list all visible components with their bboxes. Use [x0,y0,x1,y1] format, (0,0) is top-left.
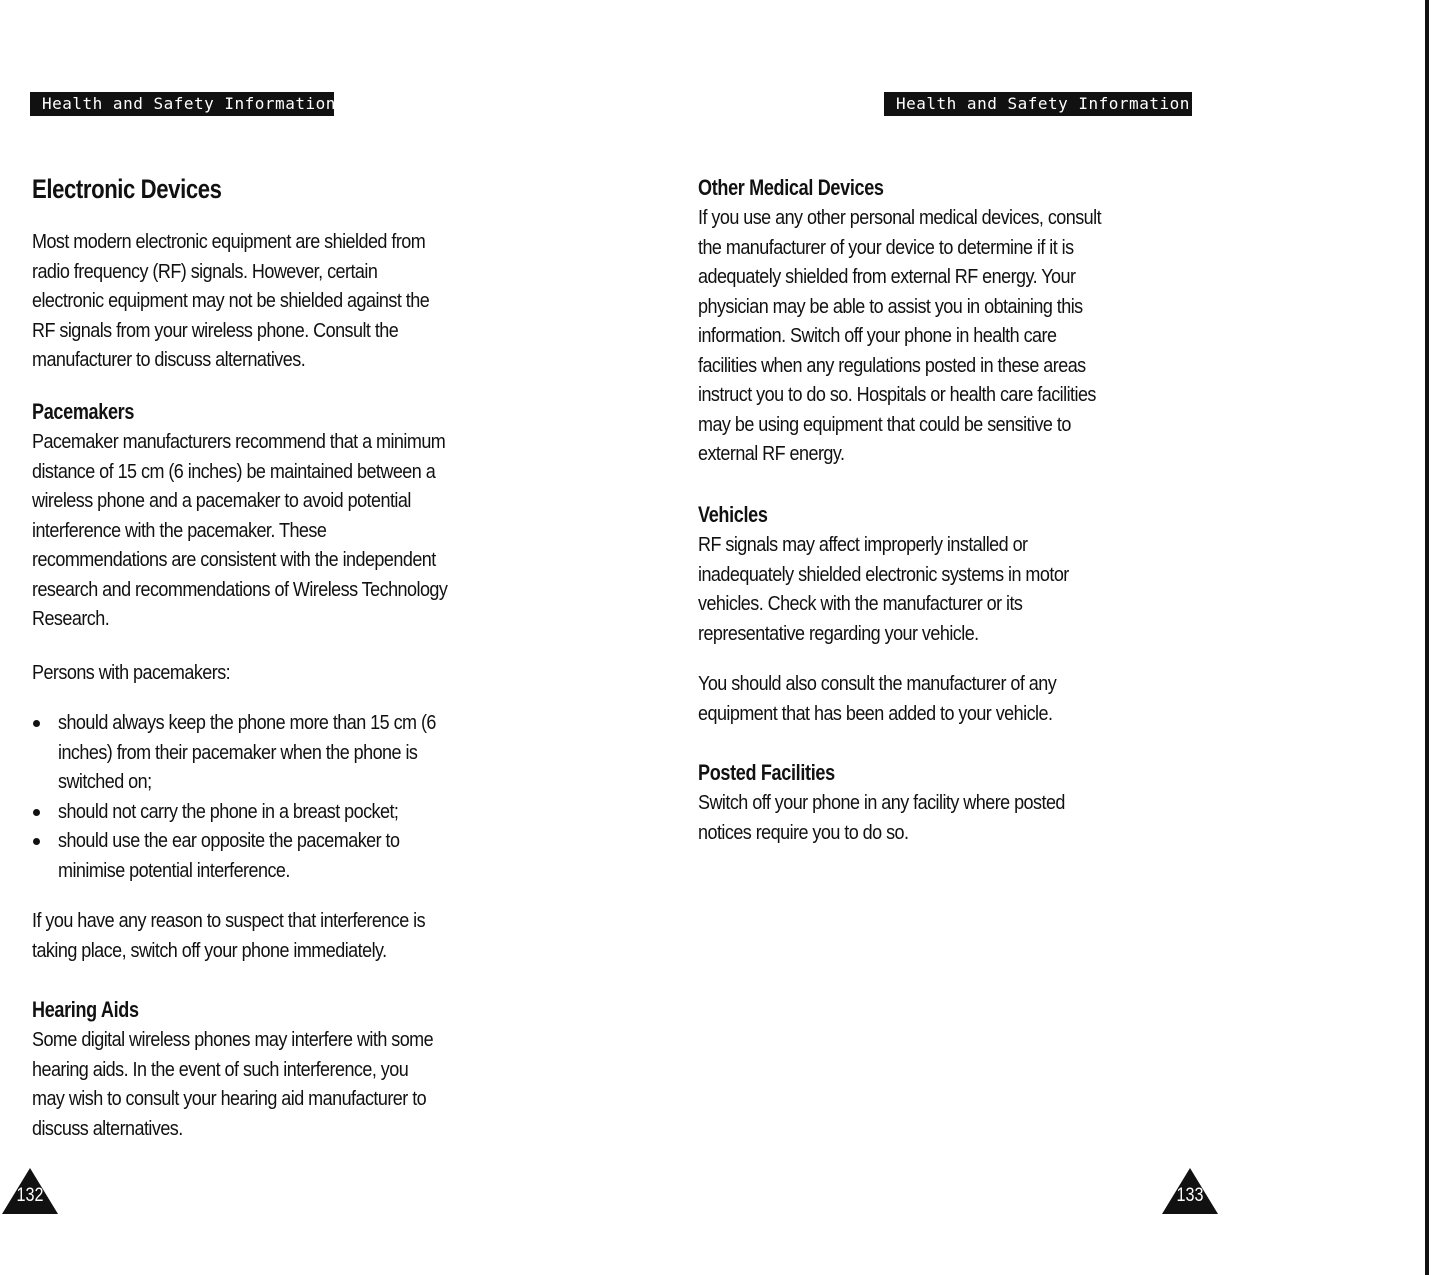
page-edge-rule [1425,0,1429,1275]
heading-hearing-aids: Hearing Aids [32,997,139,1022]
hearing-aids-text: Some digital wireless phones may interfere with some hearing aids. In the event of such interference, you may wish to consult your hearing aid manufacturer to discuss alternatives. [32,1029,434,1140]
page-number-right: 133 [1176,1185,1204,1206]
pacemakers-text: Pacemaker manufacturers recommend that a minimum distance of 15 cm (6 inches) be maintained between a wireless phone and a pacemaker to avoid potential interference with the pacemaker. These recommendations are consistent with the independent research and recommendations of Wireless Technology Research. [32,431,448,630]
bullet-dot-icon [33,809,40,816]
other-medical-devices-text: If you use any other personal medical devices, consult the manufacturer of your device to determine if it is adequately shielded from external RF energy. Your physician may be able to assist you in obtaining this information. Switch off your phone in health care facilities when any regulations posted in these areas instruct you to do so. Hospitals or health care facilities may be using equipment that could be sensitive to external RF energy. [698,207,1102,465]
vehicles-text: RF signals may affect improperly installed or inadequately shielded electronic systems in motor vehicles. Check with the manufacturer or its representative regarding your vehicle. [698,534,1069,645]
heading-electronic-devices: Electronic Devices [32,174,222,204]
list-item: should use the ear opposite the pacemaker to minimise potential interference. [32,827,528,886]
section-header-right: Health and Safety Information [884,92,1192,116]
heading-vehicles: Vehicles [698,502,768,527]
page-number-badge-right [1160,1168,1220,1214]
electronic-devices-text: Most modern electronic equipment are shielded from radio frequency (RF) signals. However, certain electronic equipment may not be shielded against the RF signals from your wireless phone. Consult the manufacturer to discuss alternatives. [32,231,430,371]
bullet-dot-icon [33,838,40,845]
heading-posted-facilities: Posted Facilities [698,760,835,785]
section-header-left: Health and Safety Information [30,92,334,116]
interference-warning-text: If you have any reason to suspect that interference is taking place, switch off your phone immediately. [32,910,426,962]
pacemaker-bullet-list [32,709,528,886]
heading-other-medical-devices: Other Medical Devices [698,175,884,200]
bullet-dot-icon [33,720,40,727]
persons-intro: Persons with pacemakers: [32,662,231,684]
list-item: should always keep the phone more than 15 cm (6 inches) from their pacemaker when the phone is switched on; [32,709,528,798]
posted-facilities-text: Switch off your phone in any facility where posted notices require you to do so. [698,792,1065,844]
page-number-badge-left [0,1168,60,1214]
list-item: should not carry the phone in a breast pocket; [32,798,528,828]
page-number-left: 132 [16,1185,44,1206]
heading-pacemakers: Pacemakers [32,399,135,424]
vehicles-extra-text: You should also consult the manufacturer of any equipment that has been added to your vehicle. [698,673,1057,725]
